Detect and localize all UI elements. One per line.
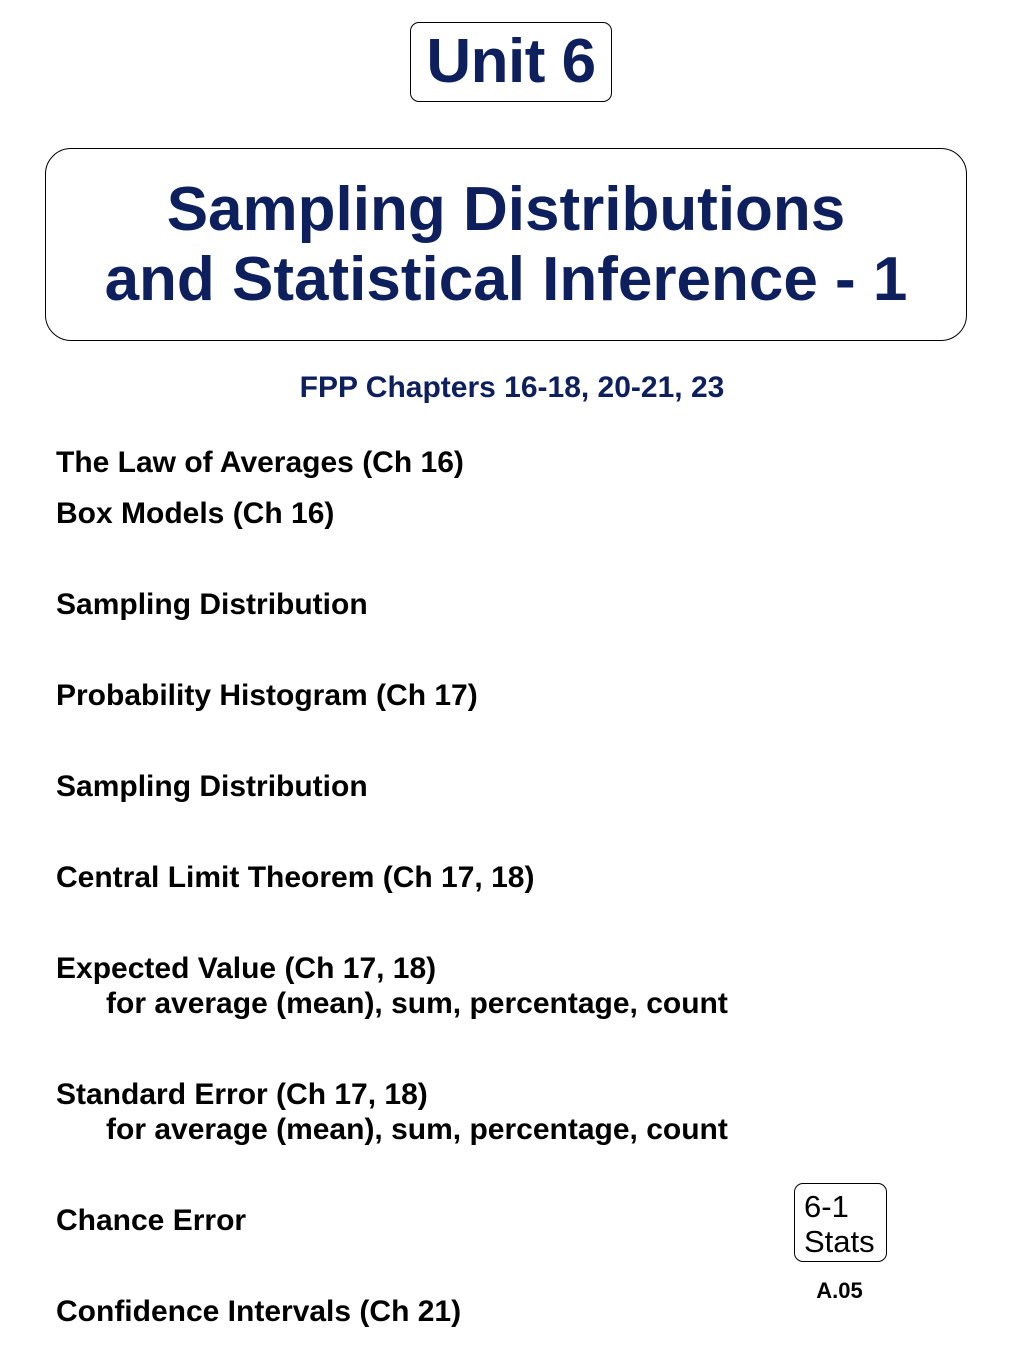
topic-sublabel: for average (mean), sum, percentage, count: [106, 1113, 728, 1146]
topic-sampling-distribution-2: [56, 769, 368, 804]
topic-standard-error: [56, 1077, 728, 1147]
topic-expected-value: [56, 951, 728, 1021]
main-title-box: [45, 148, 967, 341]
page-code: A.05: [816, 1278, 863, 1303]
topic-label: Sampling Distribution: [56, 588, 368, 621]
topic-label: Confidence Intervals (Ch 21): [56, 1295, 462, 1328]
stats-badge: [794, 1183, 887, 1262]
topic-probability-histogram: [56, 678, 478, 713]
topic-label: Probability Histogram (Ch 17): [56, 679, 478, 712]
stats-badge-line-1: 6-1: [804, 1189, 849, 1224]
topic-central-limit-theorem: [56, 860, 534, 895]
main-title-line-2: and Statistical Inference - 1: [104, 244, 908, 314]
topic-label: Box Models (Ch 16): [56, 497, 335, 530]
chapters-reference: FPP Chapters 16-18, 20-21, 23: [299, 371, 725, 404]
topic-label: Standard Error (Ch 17, 18): [56, 1078, 428, 1111]
stats-badge-line-2: Stats: [804, 1224, 875, 1259]
topic-chance-error: [56, 1203, 246, 1238]
unit-title: Unit 6: [426, 27, 596, 96]
unit-title-box: [410, 22, 612, 102]
topic-sampling-distribution-1: [56, 587, 368, 622]
topic-confidence-intervals: [56, 1294, 461, 1329]
topic-law-of-averages: [56, 445, 464, 480]
topic-box-models: [56, 496, 334, 531]
topic-label: Central Limit Theorem (Ch 17, 18): [56, 861, 535, 894]
topic-label: The Law of Averages (Ch 16): [56, 446, 464, 479]
topic-label: Sampling Distribution: [56, 770, 368, 803]
topic-sublabel: for average (mean), sum, percentage, count: [106, 987, 728, 1020]
main-title-line-1: Sampling Distributions: [166, 174, 846, 244]
topic-label: Chance Error: [56, 1204, 247, 1237]
topic-label: Expected Value (Ch 17, 18): [56, 952, 437, 985]
